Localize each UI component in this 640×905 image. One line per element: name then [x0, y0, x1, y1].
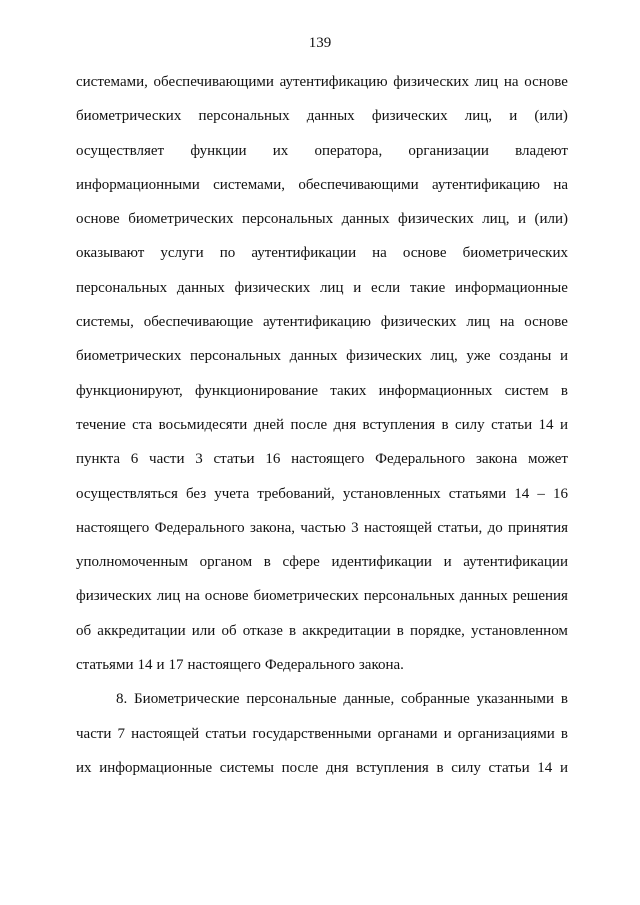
text-line-first	[76, 689, 568, 723]
word: биометрических	[253, 588, 359, 605]
word: оператора,	[314, 142, 383, 159]
word: физических	[393, 74, 469, 90]
word: статьями	[448, 485, 507, 502]
word: по	[219, 245, 236, 262]
word: дня	[333, 416, 357, 433]
word: настоящей	[131, 725, 200, 742]
word: в	[263, 554, 271, 571]
word: системы,	[76, 314, 134, 331]
word: данных	[459, 588, 508, 605]
word: 17	[168, 657, 184, 674]
text-line	[76, 278, 568, 312]
word: принятия	[508, 519, 568, 536]
word: течение	[76, 416, 126, 433]
word: статьи	[213, 451, 255, 468]
word: 3	[195, 451, 203, 468]
word: и	[559, 416, 568, 433]
word: 16	[265, 451, 281, 468]
text-line-last	[76, 655, 568, 689]
word: организациями	[457, 725, 555, 742]
word: лиц	[319, 279, 344, 296]
word: (или)	[534, 108, 568, 125]
text-line	[76, 586, 568, 620]
word: вступления	[362, 416, 436, 433]
word: основе	[76, 211, 120, 228]
page-number: 139	[308, 35, 332, 51]
word: и	[559, 348, 568, 365]
word: идентификации	[331, 554, 432, 571]
text-line	[76, 141, 568, 175]
word: после	[281, 759, 319, 776]
word: информационными	[76, 176, 200, 193]
word: лиц	[474, 74, 499, 90]
word: Федерального	[375, 451, 466, 468]
text-line	[76, 175, 568, 209]
word: персональных	[242, 211, 334, 228]
text-line	[76, 415, 568, 449]
word: лиц,	[430, 348, 458, 365]
word: закона,	[250, 519, 296, 536]
text-line	[76, 106, 568, 140]
word: если	[370, 279, 401, 296]
word: без	[185, 485, 207, 502]
word: и	[156, 657, 165, 674]
word: владеют	[515, 142, 568, 159]
word: данных	[341, 211, 390, 228]
word: частью	[300, 519, 346, 536]
word: биометрических	[128, 211, 234, 228]
word: данных	[289, 348, 338, 365]
word: персональных	[198, 108, 290, 125]
word: Биометрические	[134, 691, 240, 708]
word: 14	[538, 416, 554, 433]
word: сфере	[282, 554, 320, 571]
word: может	[527, 451, 568, 468]
word: системами,	[76, 74, 148, 90]
text-line	[76, 312, 568, 346]
word: функционируют,	[76, 382, 183, 399]
word: лиц	[466, 314, 490, 331]
word: и	[443, 554, 452, 571]
word: биометрических	[76, 348, 182, 365]
paragraph-continuation	[76, 72, 568, 689]
word: персональных	[189, 348, 282, 365]
word: части	[76, 725, 112, 742]
word: 14	[137, 657, 153, 674]
word: органами	[377, 725, 438, 742]
word: на	[185, 588, 200, 605]
word: такие	[409, 279, 446, 296]
word: таких	[330, 382, 367, 399]
word: биометрических	[462, 245, 568, 262]
word: в	[436, 759, 444, 776]
word: их	[76, 759, 92, 776]
document-body	[76, 72, 568, 792]
paragraph-8	[76, 689, 568, 792]
word: и	[443, 725, 452, 742]
word: их	[272, 142, 289, 159]
word: установленных	[342, 485, 441, 502]
word: настоящего	[187, 657, 261, 674]
word: систем	[504, 382, 549, 399]
word: настоящей	[364, 519, 433, 536]
text-line	[76, 346, 568, 380]
word: физических	[76, 588, 152, 605]
word: аутентификации	[251, 245, 357, 262]
word: государственными	[252, 725, 372, 742]
word: физических	[346, 348, 422, 365]
word: основе	[524, 74, 568, 90]
word: после	[290, 416, 328, 433]
word: основе	[402, 245, 447, 262]
word: 7	[117, 725, 126, 742]
word: персональных	[363, 588, 455, 605]
word: органом	[199, 554, 253, 571]
word: вступления	[356, 759, 429, 776]
word: установленном	[471, 622, 568, 639]
word: –	[537, 485, 545, 502]
text-line	[76, 449, 568, 483]
word: обеспечивающие	[143, 314, 254, 331]
word: данные,	[343, 691, 395, 708]
word: в	[396, 622, 404, 639]
word: информационные	[99, 759, 213, 776]
word: закона	[475, 451, 518, 468]
word: физических	[380, 314, 457, 331]
word: основе	[524, 314, 568, 331]
word: персональные	[246, 691, 337, 708]
word: в	[560, 691, 568, 708]
word: функционирование	[194, 382, 318, 399]
word: функции	[190, 142, 247, 159]
word: Федерального	[264, 657, 355, 674]
text-line	[76, 758, 568, 792]
word: указанными	[476, 691, 555, 708]
word: лиц,	[464, 108, 493, 125]
word: на	[503, 74, 519, 90]
word: 14	[514, 485, 530, 502]
word: настоящего	[76, 519, 150, 536]
word: до	[487, 519, 503, 536]
word: статьи,	[437, 519, 483, 536]
word: уполномоченным	[76, 554, 188, 571]
word: информационных	[378, 382, 493, 399]
word: лиц,	[482, 211, 510, 228]
word: закона.	[358, 657, 404, 674]
word: на	[499, 314, 515, 331]
word: учета	[214, 485, 250, 502]
word: системами,	[213, 176, 286, 193]
word: аккредитации	[97, 622, 186, 639]
word: решения	[512, 588, 568, 605]
word: силу	[455, 416, 485, 433]
word: статьи	[488, 759, 530, 776]
word: ста	[132, 416, 153, 433]
word: биометрических	[76, 108, 182, 125]
text-line	[76, 518, 568, 552]
word: оказывают	[76, 245, 145, 262]
word: лиц	[156, 588, 181, 605]
word: аутентификации	[463, 554, 568, 571]
word: организации	[408, 142, 489, 159]
word: 14	[537, 759, 553, 776]
word: настоящего	[291, 451, 365, 468]
word: физических	[371, 108, 448, 125]
word: Федерального	[154, 519, 245, 536]
word: данных	[176, 279, 225, 296]
word: аутентификацию	[279, 74, 388, 90]
word: осуществляться	[76, 485, 178, 502]
word: в	[441, 416, 449, 433]
word: аккредитации	[302, 622, 391, 639]
text-line	[76, 209, 568, 243]
word: и	[509, 108, 518, 125]
word: 3	[351, 519, 359, 536]
word: информационные	[454, 279, 568, 296]
word: дней	[253, 416, 285, 433]
word: данных	[306, 108, 355, 125]
word: части	[149, 451, 185, 468]
word: созданы	[499, 348, 552, 365]
word: обеспечивающими	[298, 176, 419, 193]
word: 6	[130, 451, 139, 468]
word: 16	[552, 485, 568, 502]
word: или	[191, 622, 216, 639]
word: в	[560, 382, 568, 399]
word: статьями	[76, 657, 134, 674]
word: аутентификацию	[263, 314, 371, 331]
word: в	[560, 725, 568, 742]
text-line	[76, 552, 568, 586]
word: пункта	[76, 451, 121, 468]
text-line	[76, 724, 568, 758]
word: дня	[325, 759, 349, 776]
word: об	[221, 622, 237, 639]
word: об	[76, 622, 92, 639]
word: системы	[219, 759, 274, 776]
word: на	[372, 245, 387, 262]
word: осуществляет	[76, 142, 165, 159]
text-line	[76, 621, 568, 655]
word: обеспечивающими	[153, 74, 274, 90]
word: отказе	[242, 622, 283, 639]
word: на	[553, 176, 568, 193]
text-line	[76, 381, 568, 415]
word: уже	[466, 348, 491, 365]
word: статьи	[205, 725, 247, 742]
word: услуги	[160, 245, 204, 262]
word: и	[353, 279, 362, 296]
text-line	[76, 243, 568, 277]
text-line	[76, 484, 568, 518]
word: требований,	[257, 485, 335, 502]
word: основе	[204, 588, 249, 605]
text-line	[76, 72, 568, 106]
word: в	[289, 622, 297, 639]
word: физических	[234, 279, 311, 296]
word: и	[517, 211, 526, 228]
word: восьмидесяти	[158, 416, 248, 433]
word: аутентификацию	[432, 176, 540, 193]
word: (или)	[534, 211, 568, 228]
word: и	[559, 759, 568, 776]
word: персональных	[76, 279, 168, 296]
word: 8.	[116, 691, 128, 708]
word: собранные	[401, 691, 470, 708]
word: порядке,	[410, 622, 465, 639]
word: силу	[451, 759, 481, 776]
word: физических	[397, 211, 474, 228]
word: статьи	[491, 416, 533, 433]
